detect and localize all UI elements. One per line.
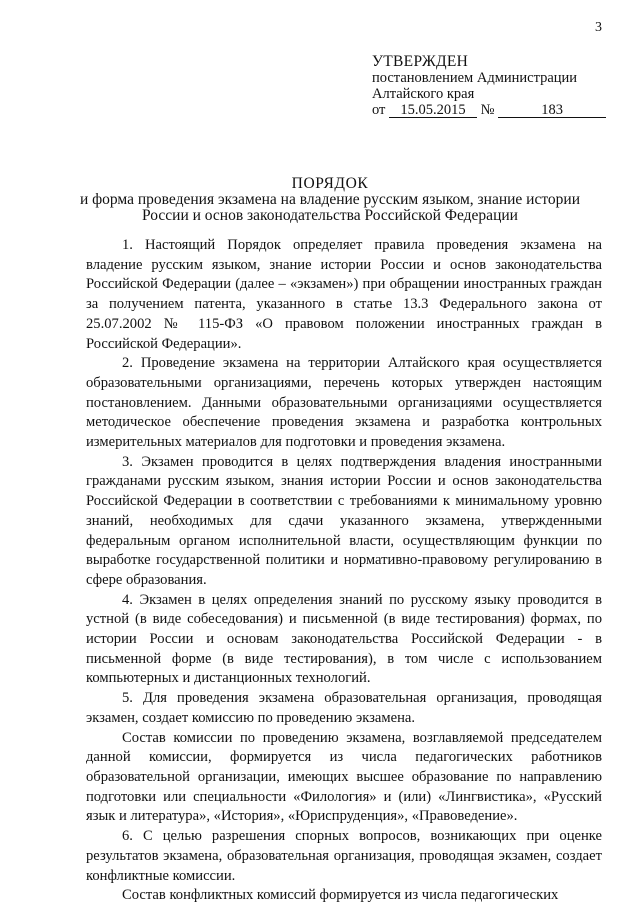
document-subtitle-line-1: и форма проведения экзамена на владение русским языком, знание истории (79, 191, 581, 208)
approval-date-line (372, 102, 606, 118)
page-number: 3 (595, 20, 602, 35)
approval-title: УТВЕРЖДЕН (372, 53, 469, 70)
paragraph-1: 1. Настоящий Порядок определяет правила проведения экзамена на владение русским языком, знание истории России и основ законодательства Российской Федерации (далее – «экзамен») при обращении иностранных граждан за получением патента, указанного в статье 13.3 Федерального закона от 25.07.2002 № 115-ФЗ «О правовом положении иностранных граждан в Российской Федерации». (86, 237, 602, 352)
paragraph-2: 2. Проведение экзамена на территории Алтайского края осуществляется образовательными организациями, перечень которых утвержден настоящим постановлением. Данными образовательными организациями осуществляется методическое обеспечение проведения экзамена и разработка контрольных измерительных материалов для подготовки и проведения экзамена. (86, 355, 602, 451)
paragraph-6: Состав комиссии по проведению экзамена, возглавляемой председателем данной комиссии, формируется из числа педагогических работников образовательной организации, имеющих высшее образование по направлению подготовки или специальности «Филология» и (или) «Лингвистика», «Русский язык и литература», «История», «Юриспруденция», «Правоведение». (86, 729, 602, 825)
number-sign: № (480, 102, 495, 118)
paragraph-3: 3. Экзамен проводится в целях подтверждения владения иностранными гражданами русским языком, знания истории России и основ законодательства Российской Федерации в соответствии с требованиями к минимальному уровню знаний, необходимых для сдачи указанного экзамена, утвержденными федеральным органом исполнительной власти, осуществляющим функции по выработке государственной политики и нормативно-правовому регулированию в сфере образования. (86, 453, 602, 588)
document-subtitle-line-2: России и основ законодательства Российской Федерации (142, 207, 518, 224)
paragraph-5: 5. Для проведения экзамена образовательная организация, проводящая экзамен, создает комиссию по проведению экзамена. (86, 690, 602, 726)
approval-number: 183 (498, 103, 606, 118)
document-title: ПОРЯДОК (291, 175, 369, 192)
paragraph-8: Состав конфликтных комиссий формируется из числа педагогических (122, 887, 559, 904)
approval-line-2: Алтайского края (372, 86, 475, 102)
approval-stamp (372, 54, 606, 118)
paragraph-4: 4. Экзамен в целях определения знаний по русскому языку проводится в устной (в виде собеседования) и письменной (в виде тестирования) формах, по истории России и основам законодательства Российской Федерации - в письменной форме (в виде тестирования), в том числе с использованием компьютерных и дистанционных технологий. (86, 591, 602, 687)
paragraph-7: 6. С целью разрешения спорных вопросов, возникающих при оценке результатов экзамена, образовательная организация, проводящая экзамен, создает конфликтные комиссии. (86, 828, 602, 884)
document-body (86, 236, 602, 906)
document-heading (70, 176, 590, 224)
approval-date: 15.05.2015 (389, 103, 477, 118)
approval-line-1: постановлением Администрации (372, 70, 578, 86)
from-label: от (372, 102, 386, 118)
